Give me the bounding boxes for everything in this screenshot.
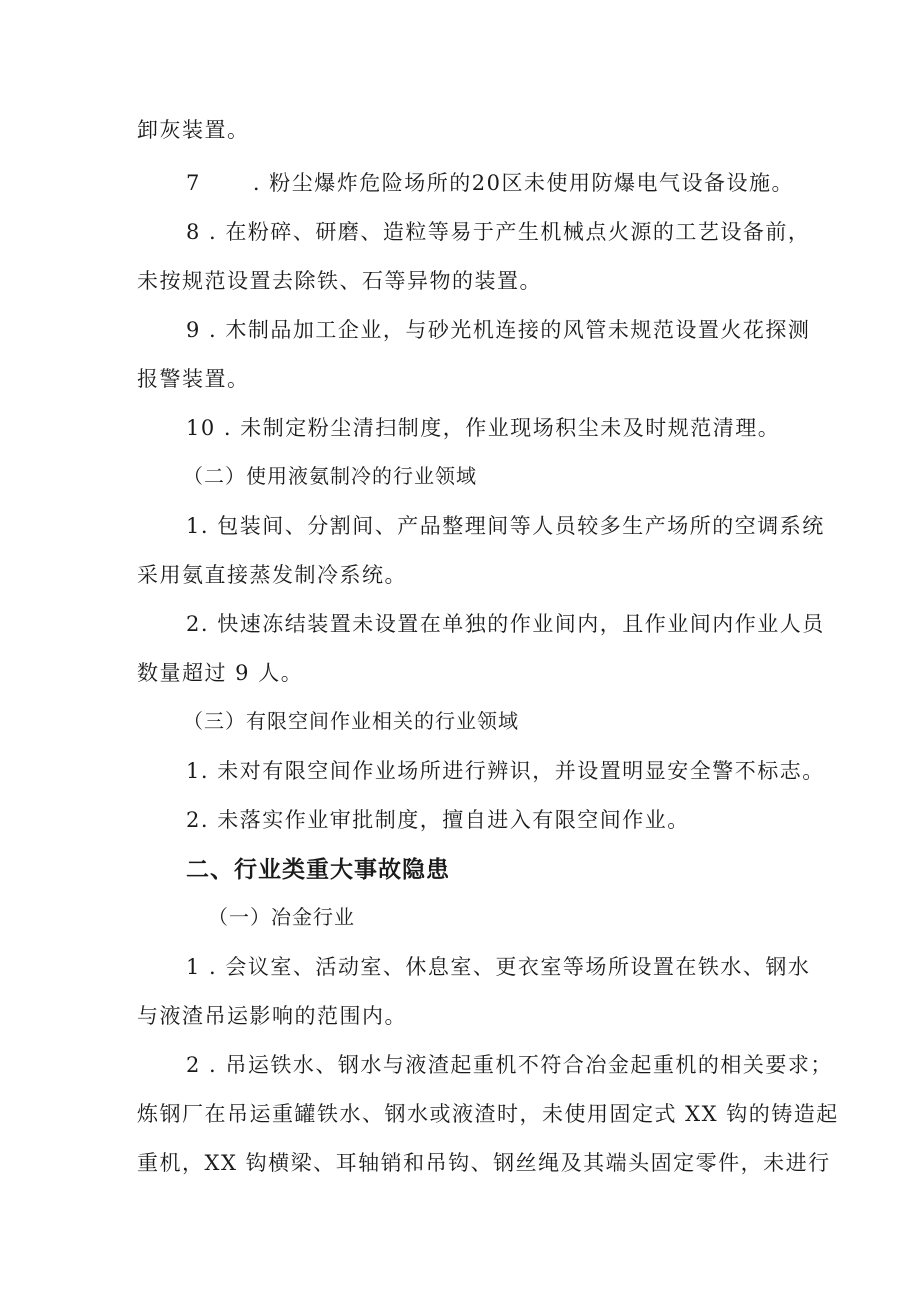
paragraph-line: 炼钢厂在吊运重罐铁水、钢水或液渣时，未使用固定式 XX 钩的铸造起	[137, 1102, 839, 1126]
paragraph-line: 9 . 木制品加工企业，与砂光机连接的风管未规范设置火花探测	[186, 318, 811, 342]
paragraph-line: 2. 未落实作业审批制度，擅自进入有限空间作业。	[186, 808, 690, 832]
paragraph-line: 未按规范设置去除铁、石等异物的装置。	[137, 269, 542, 293]
paragraph-line: 8 . 在粉碎、研磨、造粒等易于产生机械点火源的工艺设备前，	[186, 220, 811, 244]
paragraph-line: 10 . 未制定粉尘清扫制度，作业现场积尘未及时规范清理。	[186, 416, 781, 440]
paragraph-line: 数量超过 9 人。	[137, 661, 304, 685]
paragraph-line: 1. 未对有限空间作业场所进行辨识，并设置明显安全警不标志。	[186, 759, 825, 783]
item-text: . 粉尘爆炸危险场所的20区未使用防爆电气设备设施。	[252, 171, 794, 195]
paragraph-line: 2. 快速冻结装置未设置在单独的作业间内，且作业间内作业人员	[186, 612, 825, 636]
section-heading: 二、行业类重大事故隐患	[186, 857, 450, 883]
paragraph-line: 重机，XX 钩横梁、耳轴销和吊钩、钢丝绳及其端头固定零件，未进行	[137, 1151, 831, 1175]
subsection-heading: （二）使用液氨制冷的行业领域	[183, 464, 477, 488]
subsection-heading: （一）冶金行业	[208, 905, 355, 929]
paragraph-line: 1. 包装间、分割间、产品整理间等人员较多生产场所的空调系统	[186, 514, 825, 538]
item-number: 7	[186, 171, 201, 195]
paragraph-line: 2 . 吊运铁水、钢水与液渣起重机不符合冶金起重机的相关要求；	[186, 1053, 833, 1077]
paragraph-line	[186, 170, 794, 196]
paragraph-line: 采用氨直接蒸发制冷系统。	[137, 563, 407, 587]
paragraph-line: 与液渣吊运影响的范围内。	[137, 1004, 407, 1028]
subsection-heading: （三）有限空间作业相关的行业领域	[183, 709, 519, 733]
paragraph-line: 卸灰装置。	[137, 118, 250, 142]
paragraph-line: 报警装置。	[137, 367, 250, 391]
paragraph-line: 1 . 会议室、活动室、休息室、更衣室等场所设置在铁水、钢水	[186, 955, 811, 979]
